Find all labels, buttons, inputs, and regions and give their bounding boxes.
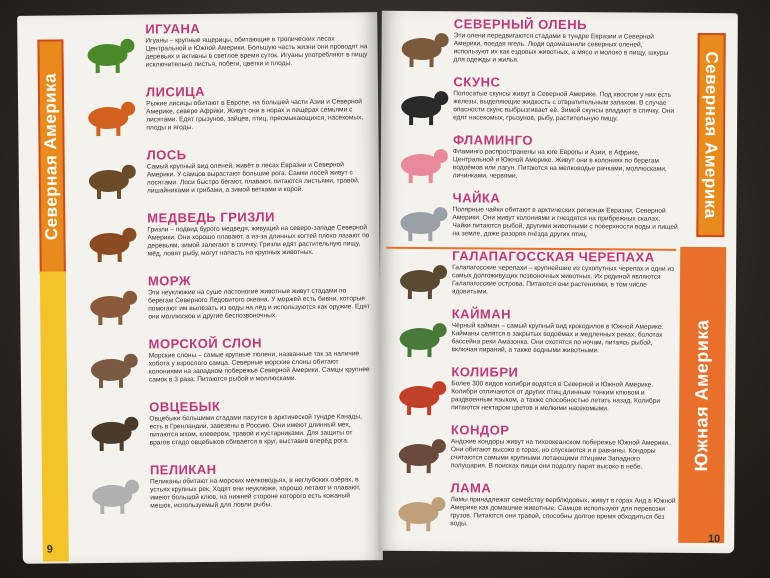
- tortoise-icon: [390, 255, 454, 303]
- moose-icon: [79, 155, 143, 204]
- right-page-number: 10: [707, 533, 721, 546]
- entry-title: КОЛИБРИ: [451, 364, 519, 380]
- skunk-icon: [391, 81, 455, 129]
- entry-title: ЧАЙКА: [452, 190, 501, 206]
- entry-title: ГАЛАПАГОССКАЯ ЧЕРЕПАХА: [452, 248, 655, 265]
- entry-text-block: [452, 249, 678, 298]
- left-page: [17, 12, 383, 564]
- walrus-icon: [80, 281, 144, 330]
- entry-text-block: [454, 17, 680, 66]
- pelican-icon: [82, 470, 146, 519]
- animal-entry: [76, 333, 373, 399]
- entry-title: ОВЦЕБЫК: [149, 398, 221, 415]
- llama-icon: [388, 487, 452, 535]
- entry-description: Фламинго распространены на юге Европы и Азии, в Африке, Центральной и Южной Америке. Живут они в колониях по берегам водоёмов или лагун. Питаются на мелководье рачками, моллюсками, личинками, червями.: [452, 148, 667, 180]
- elephant-seal-icon: [81, 344, 145, 393]
- animal-entry: [385, 421, 681, 481]
- entry-text-block: [451, 307, 677, 356]
- reindeer-icon: [391, 23, 455, 71]
- right-page: [378, 11, 738, 553]
- left-region-band: [37, 39, 65, 273]
- animal-entry: [76, 270, 373, 336]
- entry-text-block: [149, 398, 371, 447]
- entry-description: Андские кондоры живут на тихоокеанском побережье Южной Америки. Они обитают высоко в горах, но спускаются и в равнины. Кондоры считаются самыми крупными летающими птицами Западного полушария. В поисках пищи они подолгу парят высоко в небе.: [450, 438, 670, 471]
- entry-title: ФЛАМИНГО: [452, 132, 534, 148]
- animal-entry: [73, 18, 370, 84]
- entry-text-block: [453, 75, 679, 124]
- animal-entry: [384, 479, 680, 539]
- entry-description: Полосатые скунсы живут в Северной Америке. Под хвостом у них есть железы, выделяющие жидкость с отвратительным запахом. В случае опасности скунс выбрызгивает её. Зимой скунсы впадают в спячку. Они едят насекомых, грызунов, рыбу, растительную пищу.: [453, 90, 675, 123]
- animal-entry: [75, 207, 372, 273]
- left-region-label: Северная Америка: [40, 72, 62, 241]
- fox-icon: [78, 92, 142, 141]
- gull-icon: [390, 197, 454, 245]
- entry-text-block: [145, 20, 367, 69]
- bear-icon: [79, 218, 143, 267]
- right-region-band-north: [696, 33, 725, 237]
- hummingbird-icon: [389, 371, 453, 419]
- entry-title: СКУНС: [453, 74, 501, 90]
- entry-text-block: [150, 461, 372, 510]
- entry-description: Ламы принадлежат семейству верблюдовых, живут в горах Анд в Южной Америке как домашние животные. Самцов используют для перевозки грузов. Питаются они травой, способны долгое время обходиться без воды.: [450, 496, 676, 528]
- entry-text-block: [147, 146, 369, 195]
- entry-title: МОРЖ: [147, 273, 192, 289]
- animal-entry: [386, 247, 682, 307]
- entry-description: Полярные чайки обитают в арктических регионах Евразии, Северной Америки. Они живут колониями и гнездятся на прибрежных скалах. Чайки питаются рыбой, другими животными с поверхности воды и пищей на земле, даже разоряя гнёзда других птиц.: [452, 206, 678, 239]
- animal-entry: [387, 15, 683, 75]
- animal-entry: [385, 305, 681, 365]
- entry-title: ЛОСЬ: [146, 147, 187, 163]
- entry-title: МЕДВЕДЬ ГРИЗЛИ: [147, 209, 276, 226]
- left-yellow-band: [40, 271, 69, 561]
- left-page-number: 9: [46, 543, 53, 556]
- entry-text-block: [452, 191, 678, 240]
- entry-description: Чёрный кайман – самый крупный вид крокодилов в Южной Америке. Кайманы селятся в закрытых водоёмах и медленных реках, болотах бассейна реки Амазонка. Они охотятся по ночам, питаясь рыбой, включая пираний, а также водными животными.: [451, 322, 664, 355]
- entry-title: ИГУАНА: [145, 20, 201, 37]
- entry-description: Эти олени передвигаются стадами в тундре Евразии и Северной Америки, поедая ягель. Люди одомашнили северных оленей, используют их как ездовых животных, а мясо и молоко в пищу, шкуры для одежды и жилья.: [453, 32, 669, 64]
- animal-entry: [77, 396, 374, 462]
- animal-entry: [385, 363, 681, 423]
- right-region-label-south: Южная Америка: [691, 319, 713, 471]
- entry-text-block: [450, 481, 676, 530]
- caiman-icon: [389, 313, 453, 361]
- animal-entry: [78, 459, 375, 525]
- flamingo-icon: [391, 139, 455, 187]
- animal-entry: [386, 189, 682, 249]
- animal-entry: [387, 131, 683, 191]
- entry-text-block: [147, 209, 369, 258]
- entry-title: ПЕЛИКАН: [149, 461, 217, 478]
- entry-description: Овцебыки большими стадами пасутся в арктической тундре Канады, есть в Гренландии, завезены в Россию. Они имеют длинный мех, питаются мхом, клевером, травой и кустарниками. Для защиты от врагов стадо овцебыков сбивается в круг, выставив вперёд рога.: [149, 413, 362, 447]
- entry-title: КАЙМАН: [451, 306, 512, 322]
- left-entries: [73, 18, 374, 525]
- entry-title: ЛАМА: [450, 480, 492, 496]
- animal-entry: [75, 144, 372, 210]
- entry-title: МОРСКОЙ СЛОН: [148, 335, 263, 352]
- entry-description: Пеликаны обитают на морских мелководьях, в неглубоких озёрах, в устьях крупных рек. Ходят они неуклюже, хорошо летают и плавают, имеют большой клюв, на нижней стороне которого есть кожаный мешок, используемый для ловли рыбы.: [149, 476, 361, 510]
- right-entries: [384, 15, 684, 539]
- entry-title: КОНДОР: [450, 422, 510, 438]
- entry-text-block: [453, 133, 679, 182]
- entry-title: СЕВЕРНЫЙ ОЛЕНЬ: [453, 16, 588, 33]
- entry-description: Игуаны – крупные ящерицы, обитающие в тропических лесах Центральной и Южной Америки. Большую часть жизни они проводят на деревьях и активны в светлое время суток. Игуаны употребляют в пищу исключительно листья, побеги, цветки и плоды.: [145, 35, 368, 69]
- entry-text-block: [149, 335, 371, 384]
- right-region-band-south: [678, 247, 726, 546]
- entry-description: Гризли – подвид бурого медведя, живущий на северо-западе Северной Америки. Они хорошо плавают, а из-за длинных когтей плохо лазают по деревьям, зимой залегают в спячку. Гризли едят растительную пищу, мёд, ловят рыбу, могут напасть на крупных животных.: [147, 224, 370, 258]
- muskox-icon: [81, 407, 145, 456]
- entry-description: Галапагосские черепахи – крупнейшие из сухопутных черепах и одни из самых долгоживущих позвоночных животных. Их родиной являются Галапагосские острова. Питаются они растениями, в том числе ядовитыми.: [451, 264, 675, 296]
- entry-description: Рыжие лисицы обитают в Европе, на большей части Азии и Северной Америке, северe Африки. Живут они в норах и пещерах семьями с лисятами. Едят грызунов, зайцев, птиц, пресмыкающихся, насекомых, плоды и ягоды.: [146, 98, 364, 132]
- iguana-icon: [77, 29, 141, 78]
- entry-text-block: [146, 83, 368, 132]
- entry-text-block: [148, 272, 370, 321]
- entry-title: ЛИСИЦА: [145, 83, 206, 100]
- entry-text-block: [451, 365, 677, 414]
- right-region-label-north: Северная Америка: [701, 51, 722, 219]
- entry-description: Более 300 видов колибри водятся в Северной и Южной Америке. Колибри отличаются от других птиц длинным тонким клювом и раздвоенным языком, а также способностью летать назад. Колибри питаются нектаром цветов и мелкими насекомыми.: [451, 380, 661, 413]
- entry-description: Морские слоны – самые крупные тюлени, названные так за наличие хобота у взрослого самца. Северные морские слоны обитают колониями на западном побережье Северной Америки. Самцы крупнее самок в 3 раза. Питаются рыбой и моллюсками.: [148, 350, 370, 384]
- animal-entry: [74, 81, 371, 147]
- condor-icon: [389, 429, 453, 477]
- entry-description: Самый крупный вид оленей, живёт в лесах Евразии и Северной Америки. У самцов вырастают большие рога. Самки лосей живут с лосятами. Лоси быстро бегают, плавают, питаются листьями, травой, лишайниками и грибами, а зимой ветками и корой.: [146, 161, 360, 195]
- entry-description: Эти неуклюжие на суше ластоногие животные живут стадами по берегам Северного Ледовитого океана. У моржей есть бивни, которые помогают им вылезать из воды на лёд и используются как оружие. Едят они моллюсков и другие беспозвоночных.: [148, 287, 370, 321]
- animal-entry: [387, 73, 683, 133]
- entry-text-block: [451, 423, 677, 472]
